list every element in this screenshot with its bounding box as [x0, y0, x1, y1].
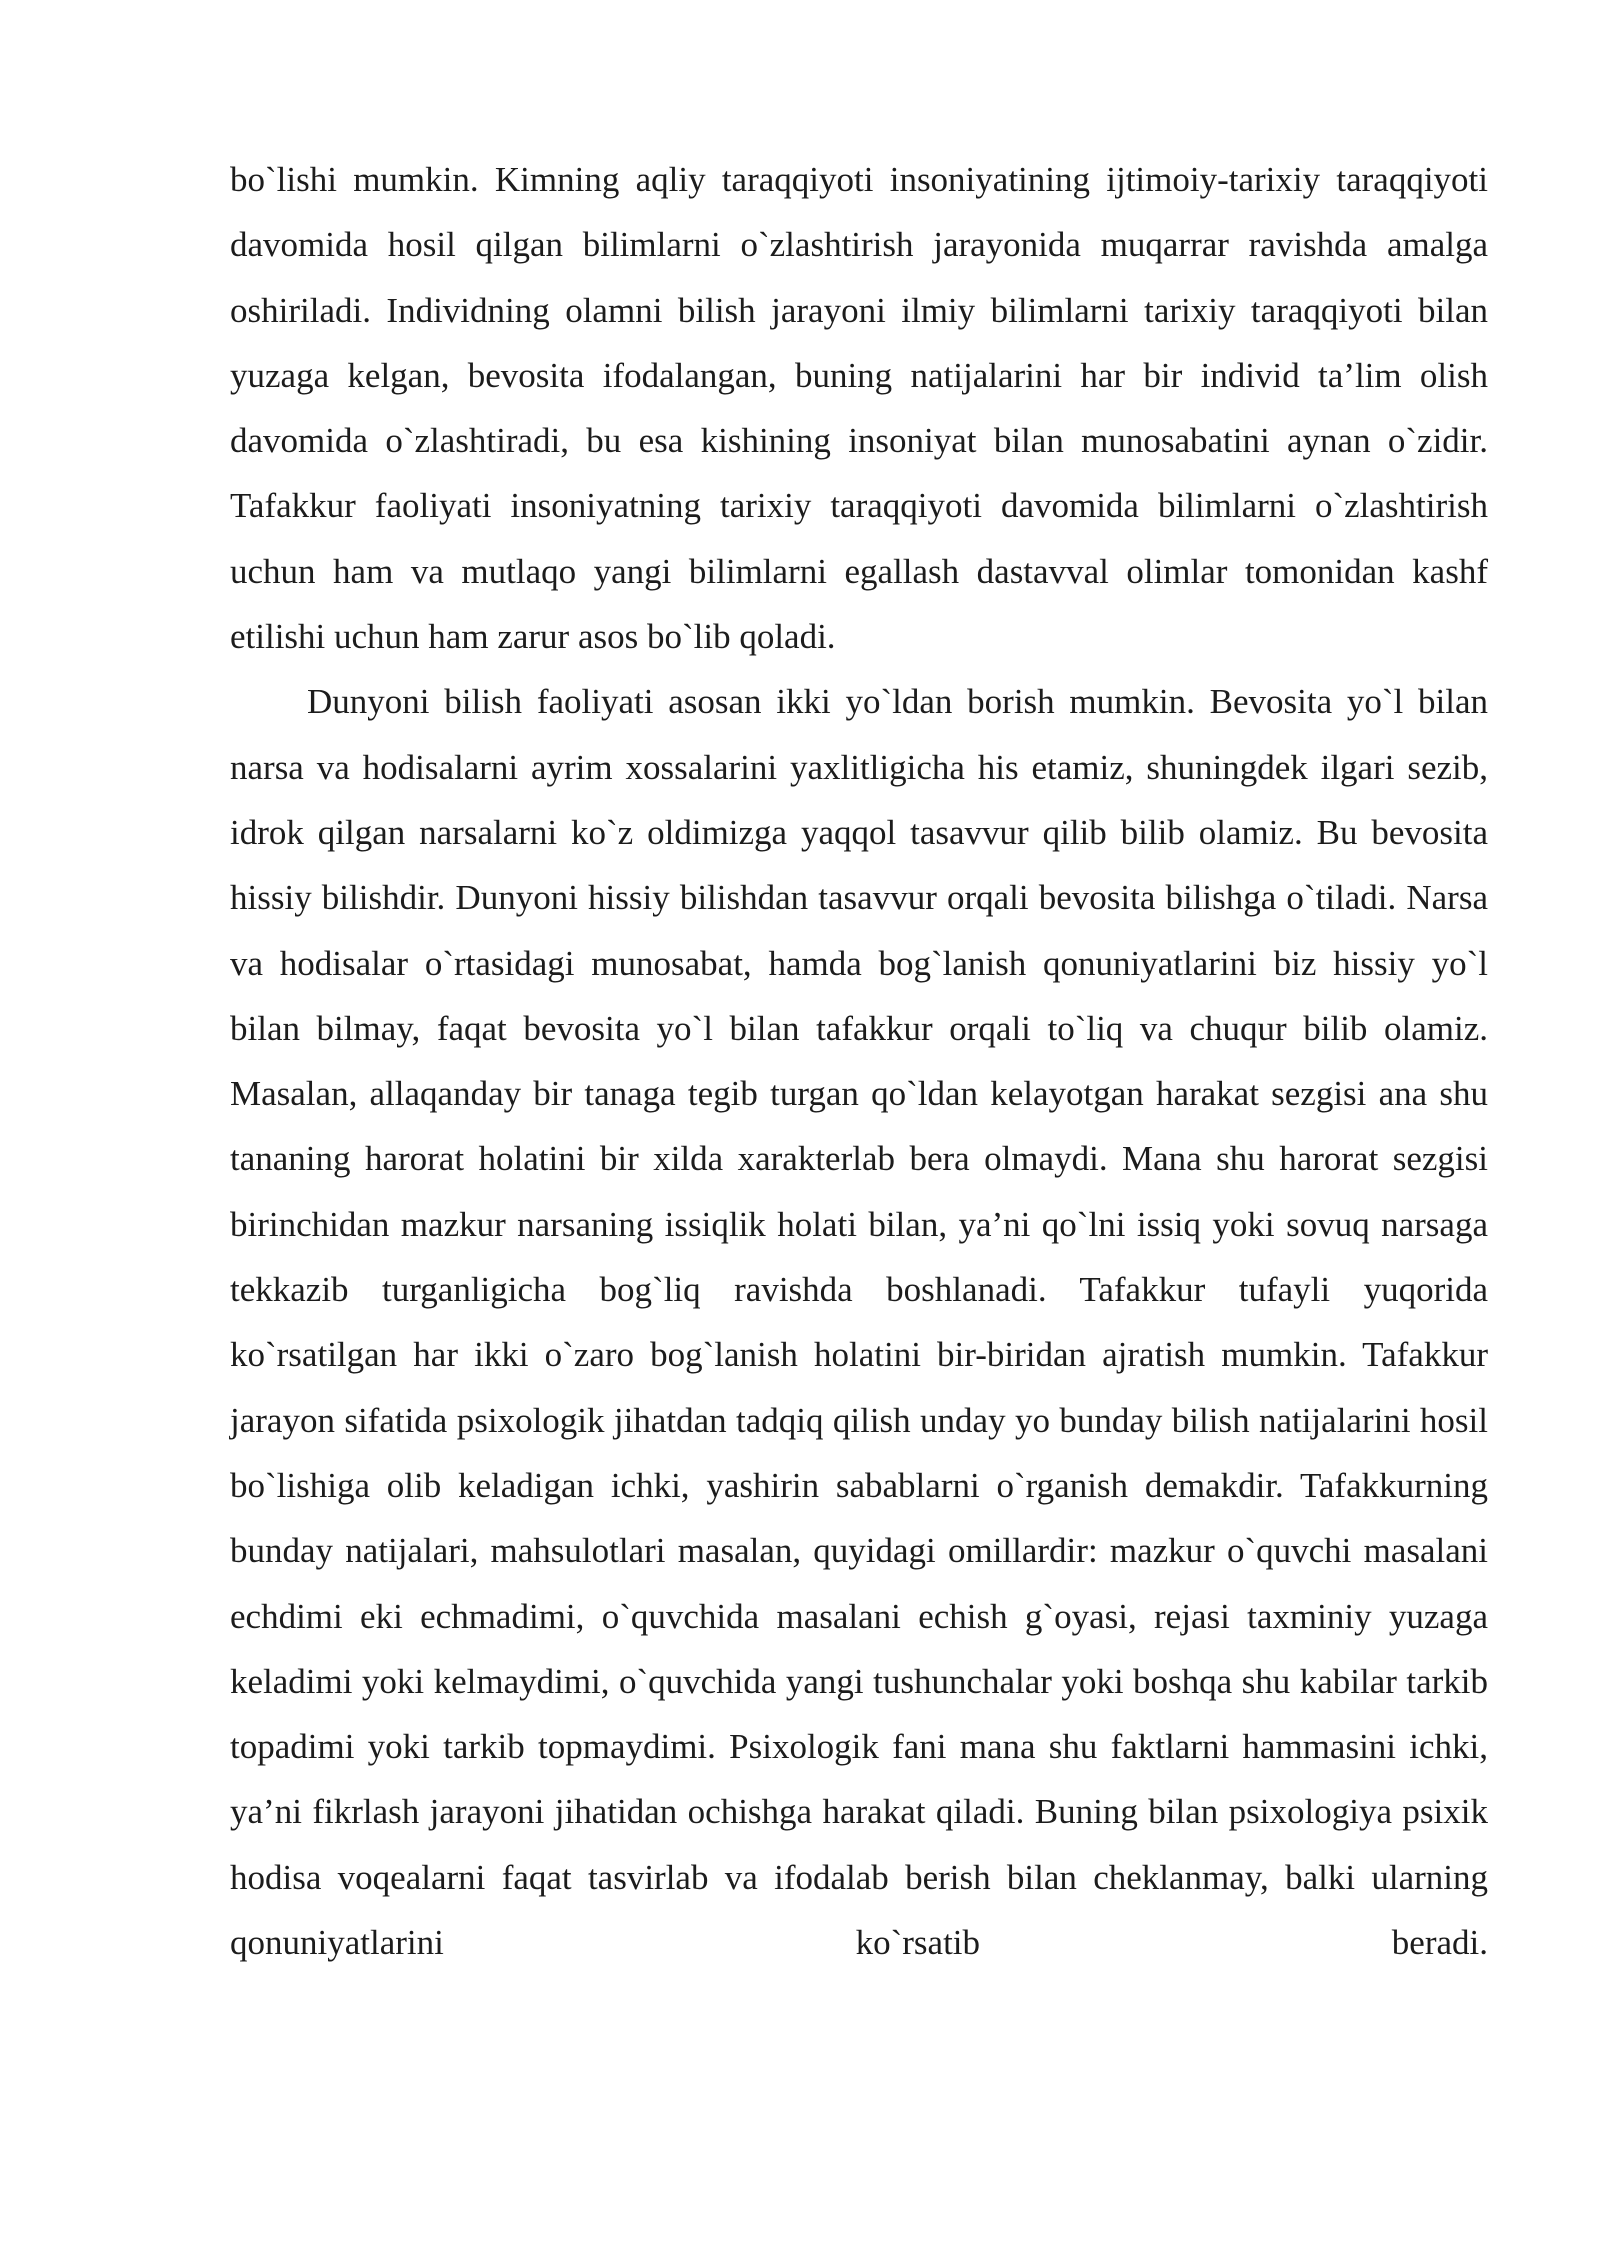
- paragraph-2: Dunyoni bilish faoliyati asosan ikki yo`ldan borish mumkin. Bevosita yo`l bilan narsa va hodisalarni ayrim xossalarini yaxlitligicha his etamiz, shuningdek ilgari sezib, idrok qilgan narsalarni ko`z oldimizga yaqqol tasavvur qilib bilib olamiz. Bu bevosita hissiy bilishdir. Dunyoni hissiy bilishdan tasavvur orqali bevosita bilishga o`tiladi. Narsa va hodisalar o`rtasidagi munosabat, hamda bog`lanish qonuniyatlarini biz hissiy yo`l bilan bilmay, faqat bevosita yo`l bilan tafakkur orqali to`liq va chuqur bilib olamiz. Masalan, allaqanday bir tanaga tegib turgan qo`ldan kelayotgan harakat sezgisi ana shu tananing harorat holatini bir xilda xarakterlab bera olmaydi. Mana shu harorat sezgisi birinchidan mazkur narsaning issiqlik holati bilan, ya’ni qo`lni issiq yoki sovuq narsaga tekkazib turganligicha bog`liq ravishda boshlanadi. Tafakkur tufayli yuqorida ko`rsatilgan har ikki o`zaro bog`lanish holatini bir-biridan ajratish mumkin. Tafakkur jarayon sifatida psixologik jihatdan tadqiq qilish unday yo bunday bilish natijalarini hosil bo`lishiga olib keladigan ichki, yashirin sabablarni o`rganish demakdir. Tafakkurning bunday natijalari, mahsulotlari masalan, quyidagi omillardir: mazkur o`quvchi masalani echdimi eki echmadimi, o`quvchida masalani echish g`oyasi, rejasi taxminiy yuzaga keladimi yoki kelmaydimi, o`quvchida yangi tushunchalar yoki boshqa shu kabilar tarkib topadimi yoki tarkib topmaydimi. Psixologik fani mana shu faktlarni hammasini ichki, ya’ni fikrlash jarayoni jihatidan ochishga harakat qiladi. Buning bilan psixologiya psixik hodisa voqealarni faqat tasvirlab va ifodalab berish bilan cheklanmay, balki ularning qonuniyatlarini ko`rsatib beradi.: [230, 682, 1488, 1963]
- paragraph-1: bo`lishi mumkin. Kimning aqliy taraqqiyoti insoniyatining ijtimoiy-tarixiy taraqqiyoti davomida hosil qilgan bilimlarni o`zlashtirish jarayonida muqarrar ravishda amalga oshiriladi. Individning olamni bilish jarayoni ilmiy bilimlarni tarixiy taraqqiyoti bilan yuzaga kelgan, bevosita ifodalangan, buning natijalarini har bir individ ta’lim olish davomida o`zlashtiradi, bu esa kishining insoniyat bilan munosabatini aynan o`zidir. Tafakkur faoliyati insoniyatning tarixiy taraqqiyoti davomida bilimlarni o`zlashtirish uchun ham va mutlaqo yangi bilimlarni egallash dastavval olimlar tomonidan kashf etilishi uchun ham zarur asos bo`lib qoladi.: [230, 160, 1488, 657]
- body-text: [230, 147, 1488, 1975]
